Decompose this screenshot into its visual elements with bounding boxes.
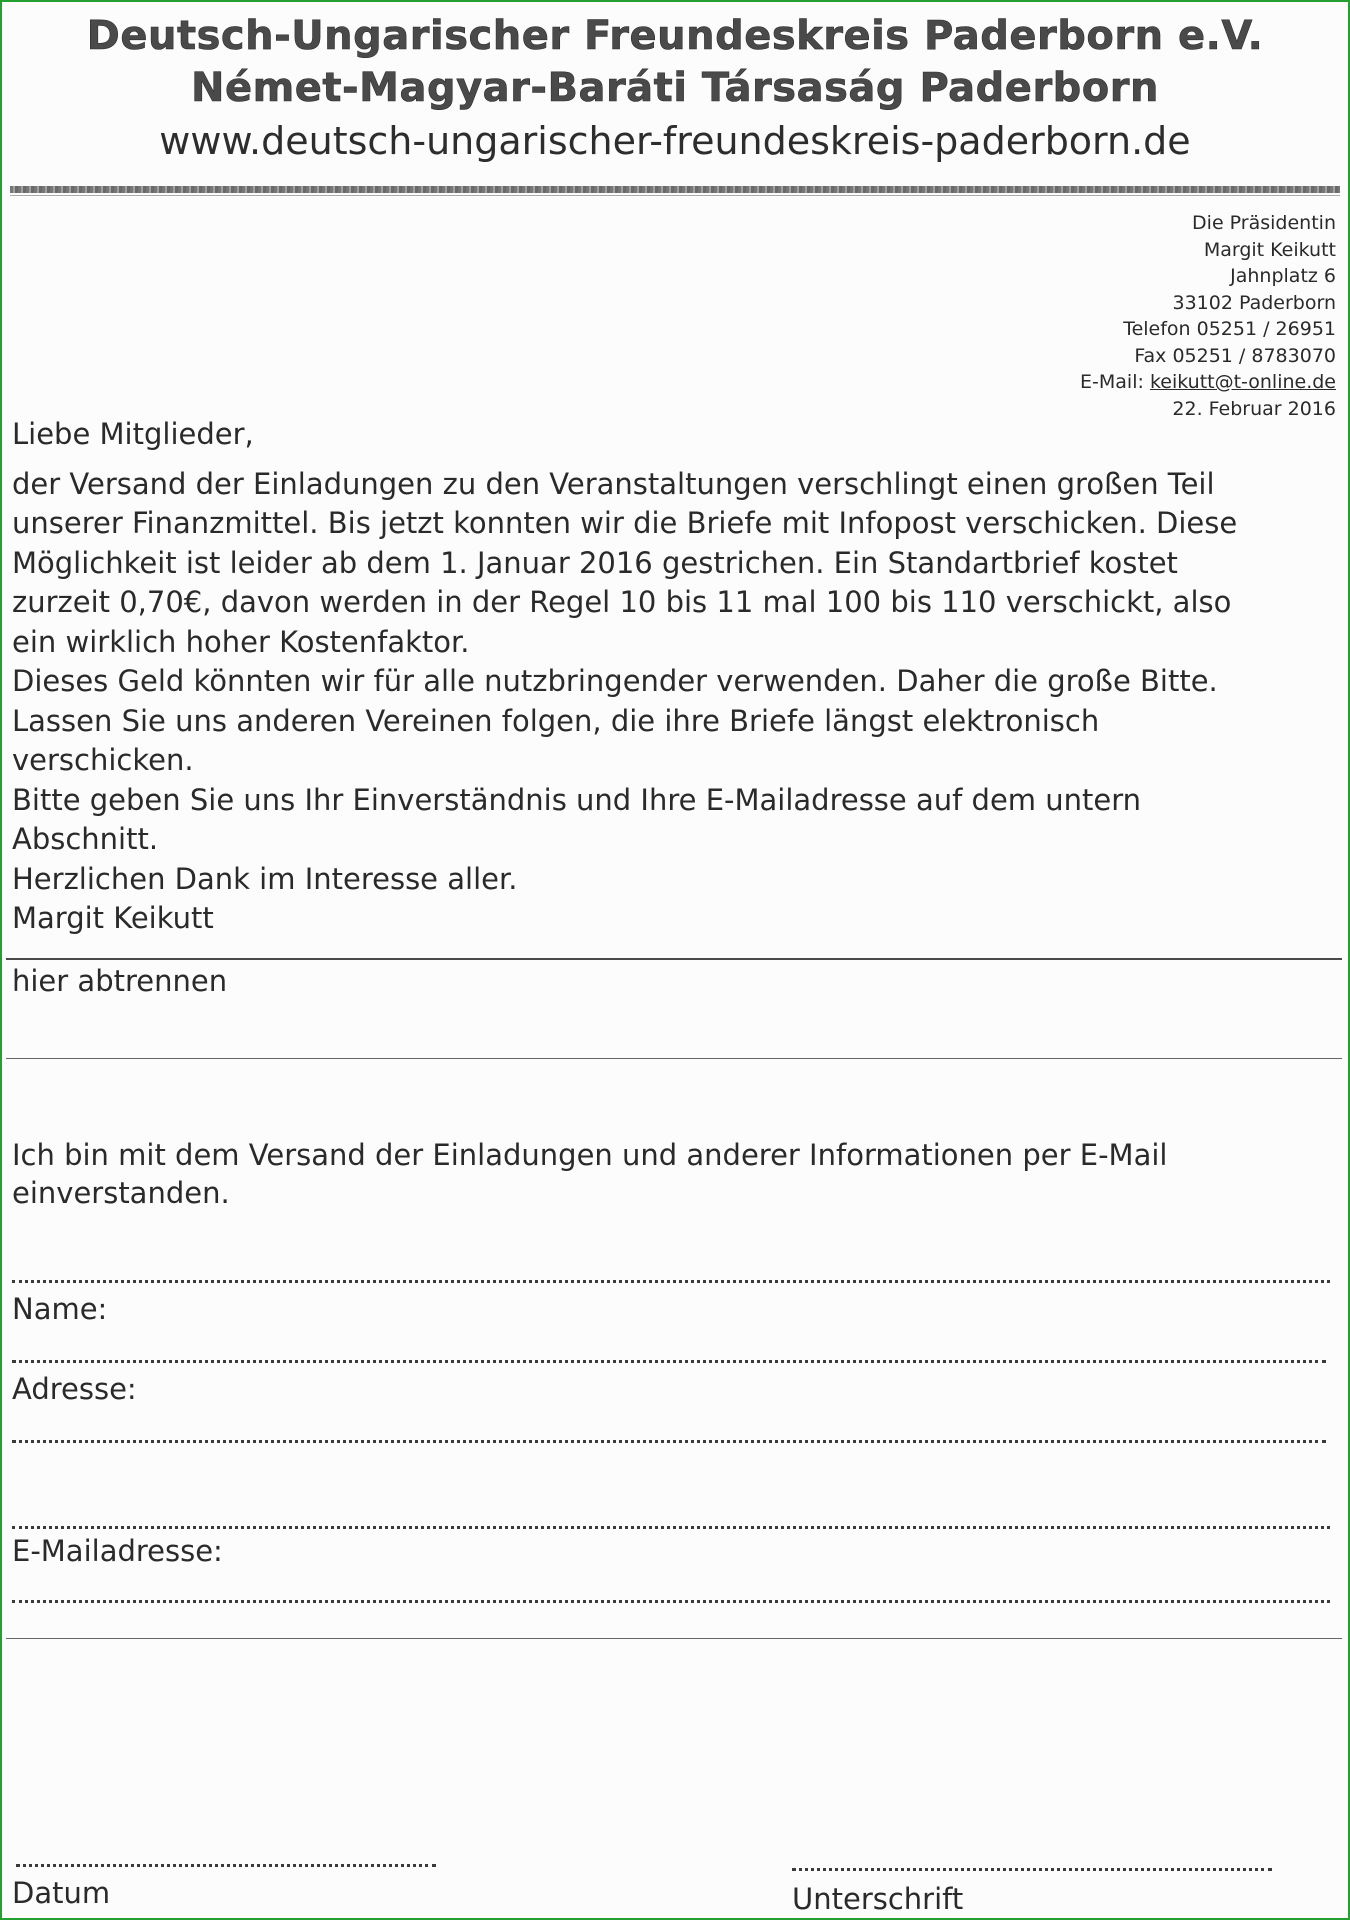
name-label: Name: [12,1292,108,1326]
email-label: E-Mailadresse: [12,1534,223,1568]
consent-statement [12,1136,1332,1212]
signature-label: Unterschrift [792,1882,964,1916]
form-divider [6,1638,1342,1639]
address-field-line-2[interactable] [12,1526,1330,1529]
letter-date: 22. Februar 2016 [1172,397,1336,420]
letter-body [12,415,1338,939]
letterhead-rule-thin [10,195,1340,196]
sender-street: Jahnplatz 6 [1230,265,1336,287]
sender-name: Margit Keikutt [1203,238,1336,261]
text-line: Bitte geben Sie uns Ihr Einverständnis und Ihre E-Mailadresse auf dem untern [12,782,1142,817]
consent-signature-line[interactable] [12,1280,1330,1283]
cut-line [6,958,1342,960]
sender-phone: Telefon 05251 / 26951 [1123,318,1336,340]
cut-label: hier abtrennen [12,964,228,998]
letterhead [2,2,1348,166]
sender-block [1080,210,1336,422]
text-line: verschicken. [12,743,194,777]
text-line: zurzeit 0,70€, davon werden in der Regel 10 bis 11 mal 100 bis 110 verschickt, also [12,585,1232,619]
signature-name: Margit Keikutt [12,901,214,935]
sender-email-link[interactable]: keikutt@t-online.de [1149,371,1336,393]
cut-line-lower [6,1058,1342,1059]
paragraph-costs [12,465,1338,663]
sender-city: 33102 Paderborn [1172,291,1336,314]
address-label: Adresse: [12,1372,137,1406]
date-field[interactable] [16,1864,436,1867]
closing: Herzlichen Dank im Interesse aller. [12,861,518,896]
text-line: der Versand der Einladungen zu den Veranstaltungen verschlingt einen großen Teil [12,466,1215,501]
letterhead-title-hungarian: Német-Magyar-Baráti Társaság Paderborn [191,65,1159,111]
text-line: ein wirklich hoher Kostenfaktor. [12,624,470,659]
salutation: Liebe Mitglieder, [12,417,254,451]
consent-line: einverstanden. [12,1176,230,1210]
email-field[interactable] [12,1600,1330,1603]
letterhead-website: www.deutsch-ungarischer-freundeskreis-paderborn.de [159,119,1191,163]
text-line: unserer Finanzmittel. Bis jetzt konnten wir die Briefe mit Infopost verschicken. Diese [12,506,1238,540]
paragraph-consent-request [12,781,1338,860]
text-line: Lassen Sie uns anderen Vereinen folgen, die ihre Briefe längst elektronisch [12,703,1100,738]
sender-role: Die Präsidentin [1192,212,1336,234]
text-line: Abschnitt. [12,822,159,856]
text-line: Dieses Geld könnten wir für alle nutzbringender verwenden. Daher die große Bitte. [12,664,1218,698]
sender-email-label: E-Mail: [1080,371,1150,393]
date-label: Datum [12,1876,111,1910]
paragraph-request [12,662,1338,781]
sender-email-row [1080,369,1336,396]
sender-fax: Fax 05251 / 8783070 [1134,344,1336,367]
letterhead-title-german: Deutsch-Ungarischer Freundeskreis Paderborn e.V. [86,13,1264,59]
text-line: Möglichkeit ist leider ab dem 1. Januar 2016 gestrichen. Ein Standartbrief kostet [12,545,1178,580]
address-field-line-1[interactable] [12,1440,1326,1443]
name-field[interactable] [12,1360,1326,1363]
signature-field[interactable] [792,1868,1272,1871]
letterhead-rule [10,186,1340,193]
consent-line: Ich bin mit dem Versand der Einladungen und anderer Informationen per E-Mail [12,1138,1168,1172]
